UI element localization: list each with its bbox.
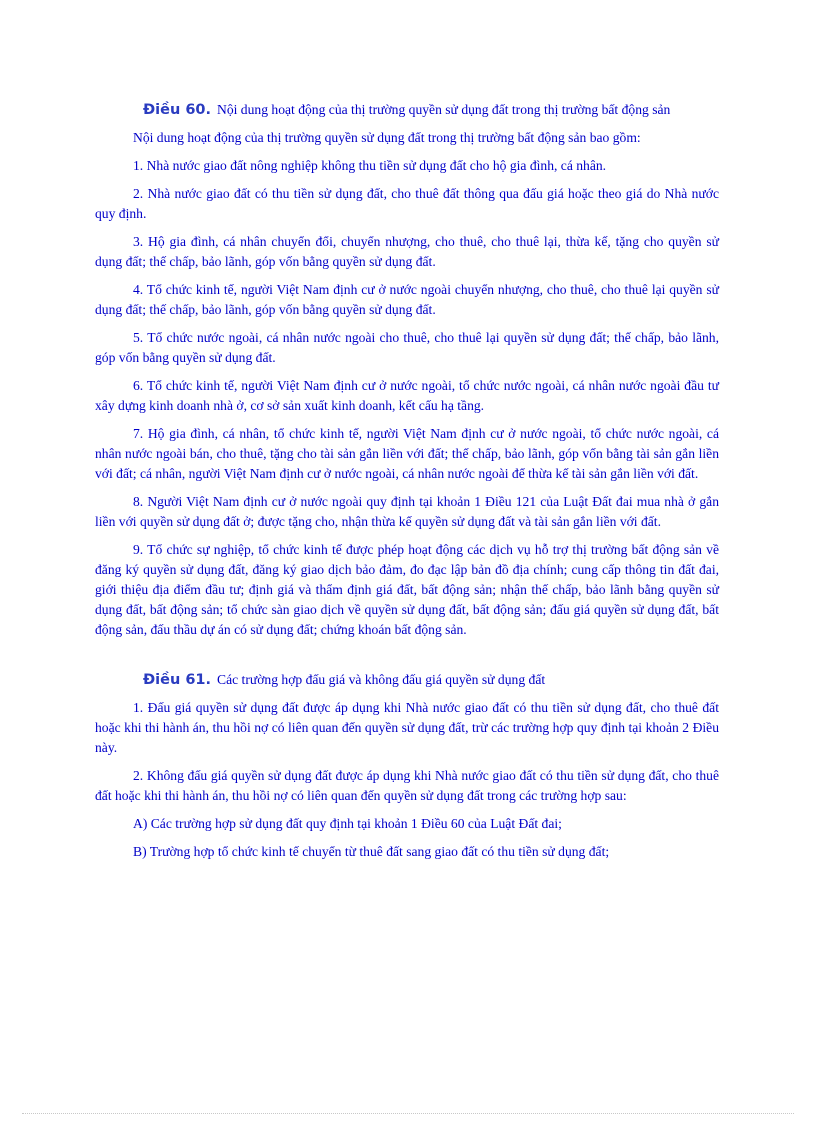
- page-bottom-divider: [22, 1113, 794, 1114]
- article-61-item-2: 2. Không đấu giá quyền sử dụng đất được áp dụng khi Nhà nước giao đất có thu tiền sử dụng đất, cho thuê đất hoặc khi thi hành án, thu hồi nợ có liên quan đến quyền sử dụng đất trong các trường hợp sau:: [95, 768, 719, 803]
- article-61-item-1: 1. Đấu giá quyền sử dụng đất được áp dụng khi Nhà nước giao đất có thu tiền sử dụng đất, cho thuê đất hoặc khi thi hành án, thu hồi nợ có liên quan đến quyền sử dụng đất, trừ các trường hợp quy định tại khoản 2 Điều này.: [95, 700, 719, 755]
- article-60-item-5: 5. Tổ chức nước ngoài, cá nhân nước ngoài cho thuê, cho thuê lại quyền sử dụng đất; thế chấp, bảo lãnh, góp vốn bằng quyền sử dụng đất.: [95, 330, 719, 365]
- article-60-number: Điều 60.: [143, 102, 212, 118]
- article-60-item-1: 1. Nhà nước giao đất nông nghiệp không thu tiền sử dụng đất cho hộ gia đình, cá nhân.: [133, 158, 607, 173]
- article-60-item-2: 2. Nhà nước giao đất có thu tiền sử dụng đất, cho thuê đất thông qua đấu giá hoặc theo giá do Nhà nước quy định.: [95, 186, 719, 221]
- article-61-number: Điều 61.: [143, 672, 212, 688]
- article-60-title: Nội dung hoạt động của thị trường quyền sử dụng đất trong thị trường bất động sản: [217, 102, 671, 117]
- article-60-item-4: 4. Tổ chức kinh tế, người Việt Nam định cư ở nước ngoài chuyển nhượng, cho thuê, cho thuê lại quyền sử dụng đất; thế chấp, bảo lãnh, góp vốn bằng quyền sử dụng đất.: [95, 282, 719, 317]
- document-page: [95, 100, 719, 870]
- article-60-heading: [95, 100, 719, 120]
- article-60-item-9: 9. Tổ chức sự nghiệp, tổ chức kinh tế được phép hoạt động các dịch vụ hỗ trợ thị trường bất động sản về đăng ký quyền sử dụng đất, đăng ký giao dịch bảo đảm, đo đạc lập bản đồ địa chính; cung cấp thông tin đất đai, giới thiệu địa điểm đầu tư; định giá và thẩm định giá đất, bất động sản; nhận thế chấp, bảo lãnh bằng quyền sử dụng đất, bất động sản; tổ chức sàn giao dịch về quyền sử dụng đất, bất động sản; đấu giá quyền sử dụng đất, bất động sản, đấu thầu dự án có sử dụng đất; chứng khoán bất động sản.: [95, 542, 719, 637]
- article-60-item-6: 6. Tổ chức kinh tế, người Việt Nam định cư ở nước ngoài, tổ chức nước ngoài, cá nhân nước ngoài đầu tư xây dựng kinh doanh nhà ở, cơ sở sản xuất kinh doanh, kết cấu hạ tầng.: [95, 378, 719, 413]
- article-61-item-a: A) Các trường hợp sử dụng đất quy định tại khoản 1 Điều 60 của Luật Đất đai;: [133, 816, 562, 831]
- section-spacer: [95, 648, 719, 670]
- article-60-item-3: 3. Hộ gia đình, cá nhân chuyển đổi, chuyển nhượng, cho thuê, cho thuê lại, thừa kế, tặng cho quyền sử dụng đất; thế chấp, bảo lãnh, góp vốn bằng quyền sử dụng đất.: [95, 234, 719, 269]
- article-61-item-b: B) Trường hợp tổ chức kinh tế chuyển từ thuê đất sang giao đất có thu tiền sử dụng đất;: [133, 844, 610, 859]
- article-60-intro: Nội dung hoạt động của thị trường quyền sử dụng đất trong thị trường bất động sản bao gồm:: [133, 130, 641, 145]
- article-61-heading: [95, 670, 719, 690]
- article-61-title: Các trường hợp đấu giá và không đấu giá quyền sử dụng đất: [217, 672, 546, 687]
- article-60-item-8: 8. Người Việt Nam định cư ở nước ngoài quy định tại khoản 1 Điều 121 của Luật Đất đai mua nhà ở gắn liền với quyền sử dụng đất ở; được tặng cho, nhận thừa kế quyền sử dụng đất và tài sản gắn liền với đất.: [95, 494, 719, 529]
- article-60-item-7: 7. Hộ gia đình, cá nhân, tổ chức kinh tế, người Việt Nam định cư ở nước ngoài, tổ chức nước ngoài, cá nhân nước ngoài bán, cho thuê, tặng cho tài sản gắn liền với đất; thế chấp, bảo lãnh, góp vốn bằng tài sản gắn liền với đất; cá nhân, người Việt Nam định cư ở nước ngoài, cá nhân nước ngoài để thừa kế tài sản gắn liền với đất.: [95, 426, 719, 481]
